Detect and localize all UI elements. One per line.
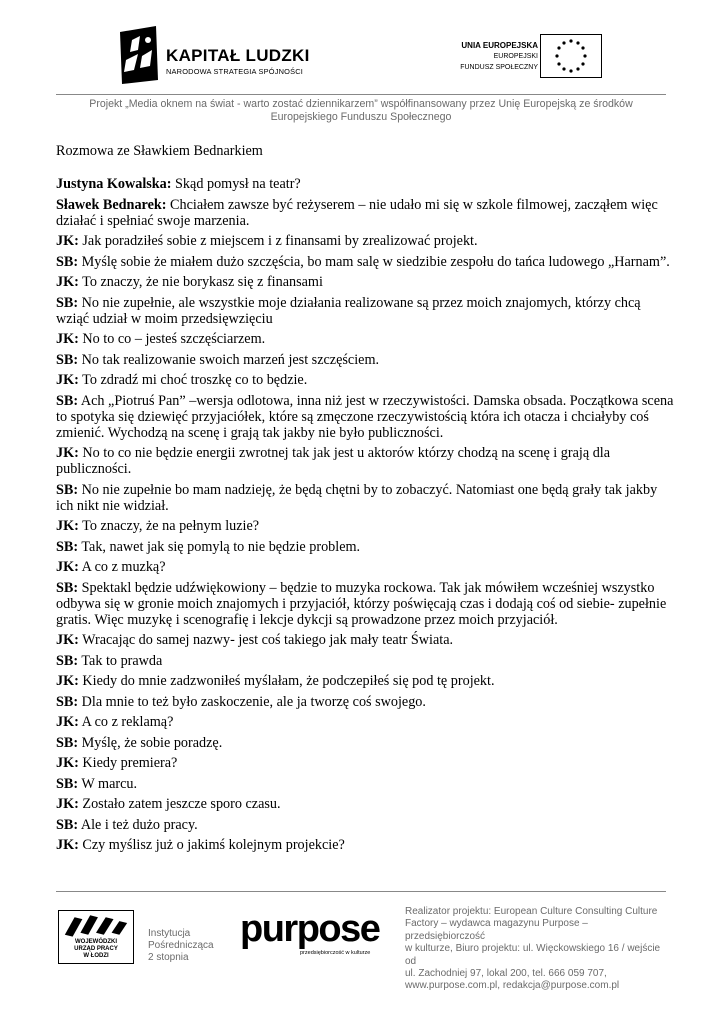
dialogue-line (56, 393, 674, 441)
dialogue-line (56, 837, 674, 853)
dialogue-line (56, 776, 674, 792)
utterance-text: Chciałem zawsze być reżyserem – nie udało mi się w szkole filmowej, zacząłem więc działać i spełniać swoje marzenia. (56, 196, 658, 229)
dialogue-line (56, 372, 674, 388)
dialogue-line (56, 714, 674, 730)
speaker-label: SB: (56, 693, 79, 710)
dialogue-line (56, 254, 674, 270)
institution-line-3: 2 stopnia (148, 952, 189, 963)
dialogue-line (56, 632, 674, 648)
dialogue-line (56, 274, 674, 290)
dialogue-line (56, 817, 674, 833)
utterance-text: No to co nie będzie energii zwrotnej tak jak jest u aktorów którzy chodzą na scenę i grają dla publiczności. (56, 445, 611, 477)
dialogue-line (56, 176, 674, 192)
speaker-label: JK: (56, 755, 79, 771)
utterance-text: Czy myślisz już o jakimś kolejnym projekcie? (78, 837, 345, 853)
realizer-info (405, 906, 667, 993)
utterance-text: A co z reklamą? (78, 714, 174, 730)
utterance-text: Ale i też dużo pracy. (78, 816, 198, 833)
wup-emblem-icon (59, 911, 133, 939)
dialogue-line (56, 694, 674, 710)
speaker-label: JK: (56, 372, 79, 388)
utterance-text: Myślę, że sobie poradzę. (78, 734, 223, 751)
kapital-ludzki-logo (118, 26, 318, 86)
dialogue-line (56, 653, 674, 669)
eu-logo (440, 34, 610, 82)
utterance-text: Wracając do samej nazwy- jest coś takiego jak mały teatr Świata. (78, 632, 454, 648)
kapital-ludzki-emblem-icon (118, 26, 160, 84)
institution-line-2: Pośrednicząca (148, 940, 214, 951)
utterance-text: Zostało zatem jeszcze sporo czasu. (78, 796, 281, 812)
utterance-text: No to co – jesteś szczęściarzem. (78, 331, 266, 347)
utterance-text: Kiedy do mnie zadzwoniłeś myślałam, że podczepiłeś się pod tę projekt. (78, 673, 495, 689)
speaker-label: SB: (56, 294, 79, 311)
speaker-label: SB: (56, 579, 79, 596)
dialogue-line (56, 197, 674, 229)
eu-line-3: FUNDUSZ SPOŁECZNY (460, 64, 538, 71)
dialogue-line (56, 518, 674, 534)
dialogue-line (56, 352, 674, 368)
speaker-label: JK: (56, 632, 79, 648)
speaker-label: SB: (56, 734, 79, 751)
wup-lodz-logo (58, 910, 134, 964)
dialogue-line (56, 673, 674, 689)
dialogue-line (56, 755, 674, 771)
kapital-ludzki-title: KAPITAŁ LUDZKI (166, 46, 310, 65)
speaker-label: JK: (56, 274, 79, 290)
eu-line-2: EUROPEJSKI (493, 53, 538, 60)
speaker-label: SB: (56, 351, 79, 368)
dialogue-line (56, 295, 674, 327)
purpose-wordmark: purpose (240, 908, 380, 950)
speaker-label: SB: (56, 481, 79, 498)
dialogue-line (56, 735, 674, 751)
realizer-line-4: ul. Zachodniej 97, lokal 200, tel. 666 059 707, (405, 968, 607, 980)
eu-flag-icon (540, 34, 602, 78)
utterance-text: Tak to prawda (78, 652, 163, 669)
wup-line-3: W ŁODZI (83, 953, 109, 959)
speaker-label: JK: (56, 445, 79, 461)
realizer-line-5: www.purpose.com.pl, redakcja@purpose.com.pl (405, 980, 620, 992)
dialogue-line (56, 482, 674, 514)
utterance-text: Skąd pomysł na teatr? (171, 176, 301, 192)
kapital-ludzki-subtitle: NARODOWA STRATEGIA SPÓJNOŚCI (166, 67, 304, 76)
realizer-line-1: Realizator projektu: European Culture Consulting Culture (405, 906, 658, 917)
document-title: Rozmowa ze Sławkiem Bednarkiem (56, 143, 263, 159)
speaker-label: JK: (56, 714, 79, 730)
dialogue-line (56, 331, 674, 347)
purpose-logo (240, 908, 380, 960)
speaker-label: SB: (56, 392, 79, 409)
utterance-text: W marcu. (78, 775, 138, 792)
utterance-text: No tak realizowanie swoich marzeń jest szczęściem. (78, 351, 380, 368)
realizer-line-3: w kulturze, Biuro projektu: ul. Więckowskiego 16 / wejście od (405, 943, 661, 967)
purpose-tagline: przedsiębiorczość w kulturze (300, 950, 371, 956)
utterance-text: Kiedy premiera? (78, 755, 178, 771)
wup-line-2: URZĄD PRACY (74, 946, 118, 952)
speaker-label: JK: (56, 559, 79, 575)
speaker-label: SB: (56, 652, 79, 669)
speaker-label: SB: (56, 538, 79, 555)
project-note: Projekt „Media oknem na świat - warto zostać dziennikarzem” współfinansowany przez Unię Europejską ze środków Europejskiego Funduszu Społecznego (89, 98, 633, 123)
speaker-label: Justyna Kowalska: (56, 176, 172, 192)
utterance-text: To zdradź mi choć troszkę co to będzie. (78, 372, 308, 388)
dialogue-line (56, 559, 674, 575)
header-divider (56, 94, 666, 95)
dialogue-line (56, 796, 674, 812)
speaker-label: JK: (56, 331, 79, 347)
utterance-text: Dla mnie to też było zaskoczenie, ale ja tworzę coś swojego. (78, 693, 426, 710)
dialogue-line (56, 580, 674, 628)
utterance-text: A co z muzką? (78, 559, 166, 575)
institution-label (148, 928, 214, 964)
speaker-label: SB: (56, 775, 79, 792)
institution-line-1: Instytucja (148, 928, 191, 939)
utterance-text: Ach „Piotruś Pan” –wersja odlotowa, inna niż jest w rzeczywistości. Damska obsada. Początkowa scena to spotyka się dziewięć przyjaciółek, które są zmęczone rzeczywistością która ich otacza i chciałyby coś zmienić. Wychodzą na scenę i grają tak jakby nie było publiczności. (56, 392, 674, 441)
speaker-label: JK: (56, 233, 79, 249)
dialogue-line (56, 445, 674, 477)
speaker-label: JK: (56, 518, 79, 534)
dialogue-line (56, 233, 674, 249)
eu-line-1: UNIA EUROPEJSKA (461, 41, 538, 50)
speaker-label: JK: (56, 673, 79, 689)
speaker-label: SB: (56, 253, 79, 270)
utterance-text: To znaczy, że nie borykasz się z finansami (78, 274, 323, 290)
speaker-label: SB: (56, 816, 79, 833)
utterance-text: Tak, nawet jak się pomylą to nie będzie problem. (78, 538, 361, 555)
wup-line-1: WOJEWÓDZKI (75, 939, 117, 945)
utterance-text: Jak poradziłeś sobie z miejscem i z finansami by zrealizować projekt. (78, 233, 478, 249)
utterance-text: Spektakl będzie udźwiękowiony – będzie to muzyka rockowa. Tak jak mówiłem wcześniej wszystko odbywa się w gronie moich znajomych i przyjaciół, którzy poświęcają czas i dodają coś od siebie- zupełnie gratis. Więc muzykę i scenografię i lekcje dykcji są prowadzone przez moich przyjaciół. (56, 579, 667, 628)
realizer-line-2: Factory – wydawca magazynu Purpose – przedsiębiorczość (405, 918, 588, 942)
interview-dialogue (56, 176, 674, 858)
utterance-text: No nie zupełnie bo mam nadzieję, że będą chętni by to zobaczyć. Natomiast one będą grały tak jakby ich nikt nie widział. (56, 481, 658, 514)
utterance-text: Myślę sobie że miałem dużo szczęścia, bo mam salę w siedzibie zespołu do tańca ludowego „Harnam”. (78, 253, 670, 270)
footer-divider (56, 891, 666, 892)
speaker-label: JK: (56, 796, 79, 812)
speaker-label: Sławek Bednarek: (56, 196, 167, 213)
wup-text (59, 939, 133, 960)
eu-text-block (460, 40, 538, 73)
speaker-label: JK: (56, 837, 79, 853)
utterance-text: To znaczy, że na pełnym luzie? (78, 518, 260, 534)
dialogue-line (56, 539, 674, 555)
utterance-text: No nie zupełnie, ale wszystkie moje działania realizowane są przez moich znajomych, którzy chcą wziąć udział w moim przedsięwzięciu (56, 294, 641, 327)
